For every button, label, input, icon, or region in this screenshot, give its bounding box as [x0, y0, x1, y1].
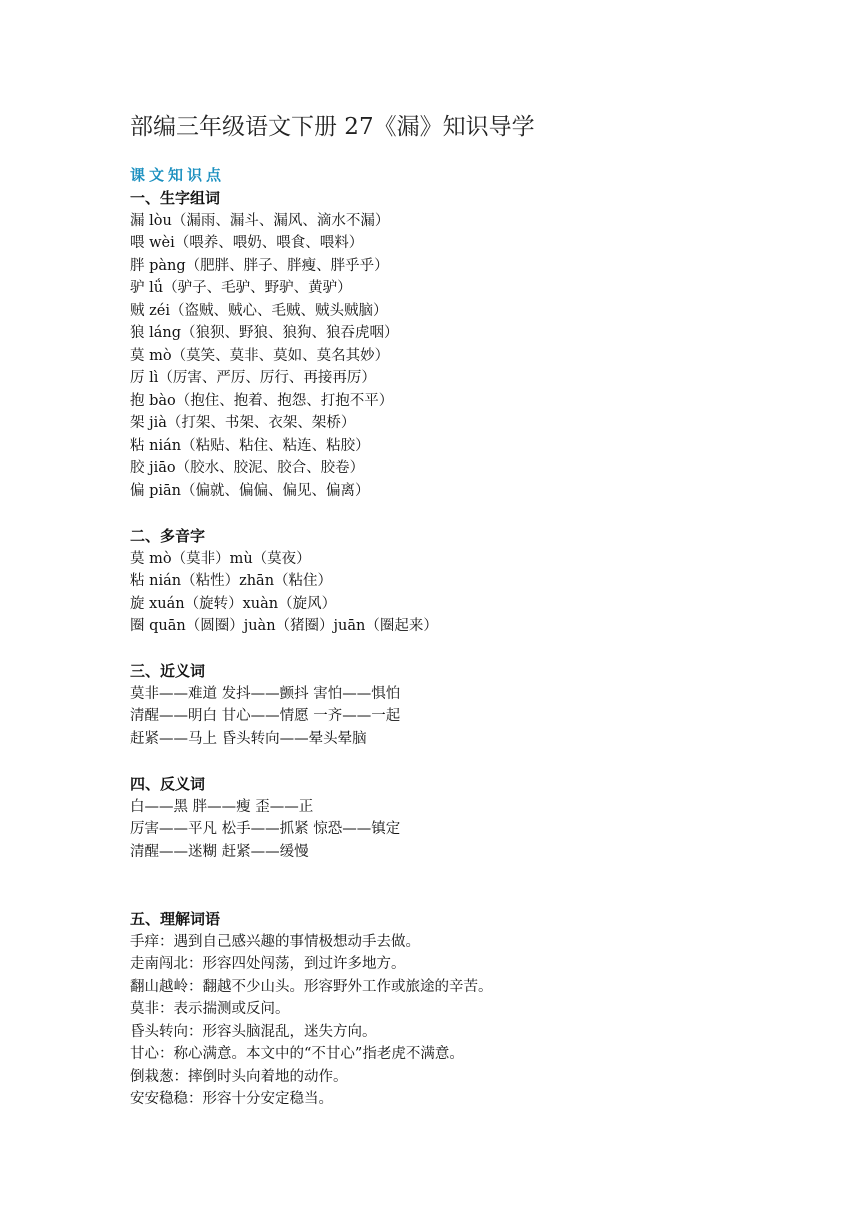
list-item: 圈 quān（圆圈）juàn（猪圈）juān（圈起来） — [130, 618, 438, 634]
list-item: 粘 nián（粘贴、粘住、粘连、粘胶） — [130, 437, 370, 454]
list-item: 胶 jiāo（胶水、胶泥、胶合、胶卷） — [130, 460, 365, 476]
section-label: 课文知识点 — [130, 166, 226, 184]
list-item: 偏 piān（偏就、偏偏、偏见、偏离） — [130, 482, 370, 499]
list-item: 莫 mò（莫非）mù（莫夜） — [130, 550, 311, 567]
word-list — [130, 796, 400, 864]
word-list — [130, 210, 399, 503]
list-item: 走南闯北：形容四处闯荡，到过许多地方。 — [130, 956, 406, 972]
word-list — [130, 683, 400, 751]
list-item: 抱 bào（抱住、抱着、抱怨、打抱不平） — [130, 392, 394, 409]
list-item: 漏 lòu（漏雨、漏斗、漏风、滴水不漏） — [130, 212, 390, 229]
list-item: 白——黑 胖——瘦 歪——正 — [130, 798, 314, 815]
list-item: 贼 zéi（盗贼、贼心、毛贼、贼头贼脑） — [130, 302, 388, 319]
list-item: 甘心：称心满意。本文中的“不甘心”指老虎不满意。 — [130, 1046, 464, 1062]
section-heading: 三、近义词 — [130, 662, 206, 680]
section-synonyms — [130, 660, 400, 750]
list-item: 狼 láng（狼狈、野狼、狼狗、狼吞虎咽） — [130, 325, 399, 341]
list-item: 昏头转向：形容头脑混乱，迷失方向。 — [130, 1023, 377, 1040]
list-item: 粘 nián（粘性）zhān（粘住） — [130, 573, 333, 589]
word-list — [130, 931, 493, 1111]
list-item: 赶紧——马上 昏头转向——晕头晕脑 — [130, 730, 367, 747]
section-new-characters — [130, 187, 399, 502]
list-item: 清醒——明白 甘心——情愿 一齐——一起 — [130, 708, 401, 724]
section-heading: 四、反义词 — [130, 775, 206, 793]
page-title: 部编三年级语文下册 27《漏》知识导学 — [130, 114, 535, 140]
list-item: 倒栽葱：摔倒时头向着地的动作。 — [130, 1068, 348, 1085]
section-heading: 一、生字组词 — [130, 189, 221, 207]
list-item: 清醒——迷糊 赶紧——缓慢 — [130, 843, 309, 860]
section-heading: 二、多音字 — [130, 527, 206, 545]
list-item: 驴 lǘ（驴子、毛驴、野驴、黄驴） — [130, 280, 352, 296]
section-word-meanings — [130, 908, 493, 1111]
list-item: 旋 xuán（旋转）xuàn（旋风） — [130, 595, 337, 612]
list-item: 胖 pàng（肥胖、胖子、胖瘦、胖乎乎） — [130, 257, 389, 274]
section-heading: 五、理解词语 — [130, 910, 221, 928]
list-item: 莫非：表示揣测或反问。 — [130, 1001, 290, 1017]
list-item: 厉 lì（厉害、严厉、厉行、再接再厉） — [130, 370, 376, 386]
list-item: 莫 mò（莫笑、莫非、莫如、莫名其妙） — [130, 347, 390, 364]
list-item: 安安稳稳：形容十分安定稳当。 — [130, 1091, 333, 1107]
list-item: 喂 wèi（喂养、喂奶、喂食、喂料） — [130, 235, 364, 251]
list-item: 手痒：遇到自己感兴趣的事情极想动手去做。 — [130, 933, 420, 950]
list-item: 翻山越岭：翻越不少山头。形容野外工作或旅途的辛苦。 — [130, 978, 493, 995]
section-antonyms — [130, 773, 400, 863]
word-list — [130, 548, 438, 638]
list-item: 架 jià（打架、书架、衣架、架桥） — [130, 415, 356, 431]
section-polyphonic-characters — [130, 525, 438, 638]
list-item: 厉害——平凡 松手——抓紧 惊恐——镇定 — [130, 821, 401, 837]
list-item: 莫非——难道 发抖——颤抖 害怕——惧怕 — [130, 685, 401, 702]
